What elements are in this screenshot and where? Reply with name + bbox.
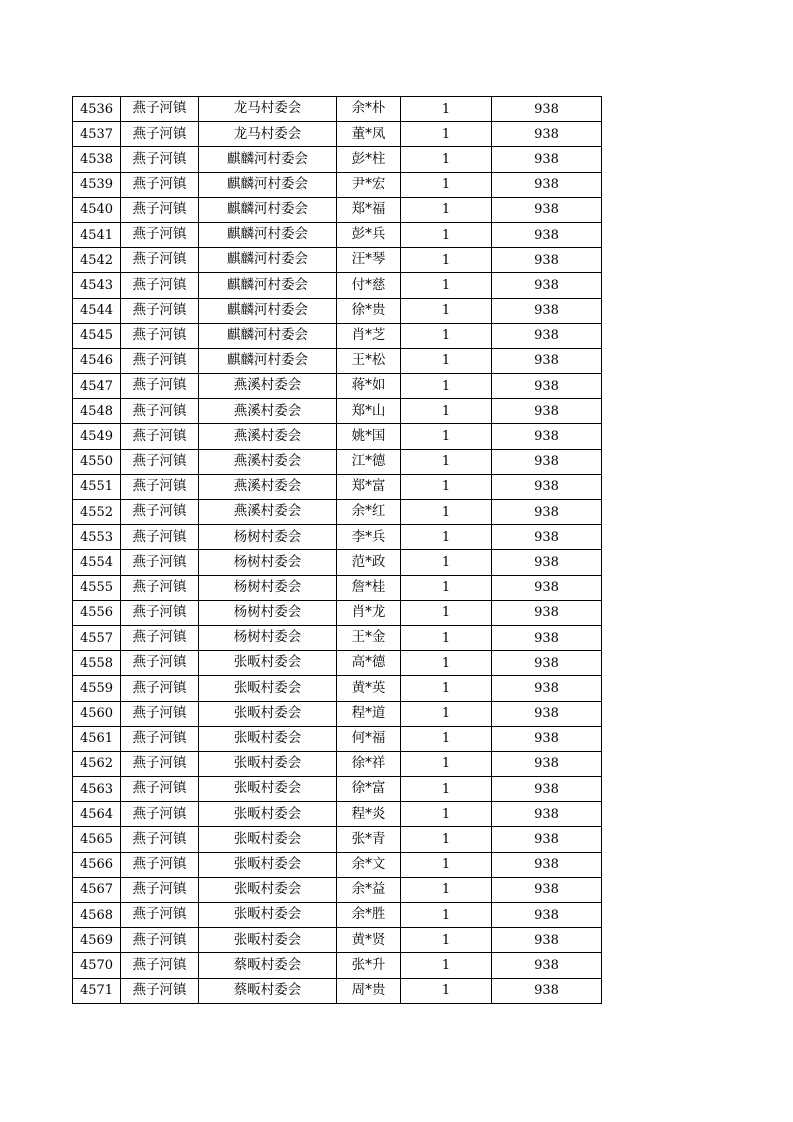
record-number-cell: 4546 (73, 348, 121, 373)
amount-cell: 938 (492, 197, 602, 222)
village-committee-cell: 燕溪村委会 (199, 424, 337, 449)
town-cell: 燕子河镇 (121, 978, 199, 1003)
record-number-cell: 4554 (73, 550, 121, 575)
amount-cell: 938 (492, 424, 602, 449)
table-row (73, 348, 602, 373)
town-cell: 燕子河镇 (121, 374, 199, 399)
record-number-cell: 4552 (73, 500, 121, 525)
town-cell: 燕子河镇 (121, 751, 199, 776)
village-committee-cell: 麒麟河村委会 (199, 147, 337, 172)
table-row (73, 248, 602, 273)
town-cell: 燕子河镇 (121, 500, 199, 525)
person-name-cell: 王*松 (337, 348, 401, 373)
table-row (73, 172, 602, 197)
village-committee-cell: 杨树村委会 (199, 550, 337, 575)
amount-cell: 938 (492, 500, 602, 525)
table-row (73, 500, 602, 525)
village-committee-cell: 麒麟河村委会 (199, 348, 337, 373)
person-name-cell: 范*政 (337, 550, 401, 575)
record-number-cell: 4550 (73, 449, 121, 474)
amount-cell: 938 (492, 525, 602, 550)
village-committee-cell: 杨树村委会 (199, 575, 337, 600)
table-row (73, 726, 602, 751)
amount-cell: 938 (492, 122, 602, 147)
record-number-cell: 4568 (73, 903, 121, 928)
record-number-cell: 4553 (73, 525, 121, 550)
table-row (73, 550, 602, 575)
town-cell: 燕子河镇 (121, 726, 199, 751)
person-name-cell: 徐*贵 (337, 298, 401, 323)
town-cell: 燕子河镇 (121, 575, 199, 600)
record-number-cell: 4555 (73, 575, 121, 600)
count-cell: 1 (401, 852, 492, 877)
amount-cell: 938 (492, 273, 602, 298)
record-number-cell: 4536 (73, 97, 121, 122)
village-committee-cell: 燕溪村委会 (199, 374, 337, 399)
table-row (73, 575, 602, 600)
table-row (73, 928, 602, 953)
record-number-cell: 4545 (73, 323, 121, 348)
town-cell: 燕子河镇 (121, 248, 199, 273)
amount-cell: 938 (492, 701, 602, 726)
amount-cell: 938 (492, 777, 602, 802)
record-number-cell: 4542 (73, 248, 121, 273)
person-name-cell: 王*金 (337, 625, 401, 650)
town-cell: 燕子河镇 (121, 525, 199, 550)
person-name-cell: 肖*龙 (337, 600, 401, 625)
table-row (73, 122, 602, 147)
amount-cell: 938 (492, 802, 602, 827)
count-cell: 1 (401, 802, 492, 827)
record-number-cell: 4559 (73, 676, 121, 701)
town-cell: 燕子河镇 (121, 273, 199, 298)
person-name-cell: 詹*桂 (337, 575, 401, 600)
town-cell: 燕子河镇 (121, 550, 199, 575)
amount-cell: 938 (492, 676, 602, 701)
records-body (73, 97, 602, 1004)
count-cell: 1 (401, 348, 492, 373)
person-name-cell: 何*福 (337, 726, 401, 751)
table-row (73, 197, 602, 222)
town-cell: 燕子河镇 (121, 877, 199, 902)
amount-cell: 938 (492, 374, 602, 399)
person-name-cell: 肖*芝 (337, 323, 401, 348)
amount-cell: 938 (492, 298, 602, 323)
table-row (73, 424, 602, 449)
records-table (72, 96, 602, 1004)
count-cell: 1 (401, 298, 492, 323)
person-name-cell: 彭*兵 (337, 222, 401, 247)
person-name-cell: 周*贵 (337, 978, 401, 1003)
table-row (73, 751, 602, 776)
record-number-cell: 4567 (73, 877, 121, 902)
record-number-cell: 4561 (73, 726, 121, 751)
record-number-cell: 4566 (73, 852, 121, 877)
amount-cell: 938 (492, 877, 602, 902)
amount-cell: 938 (492, 600, 602, 625)
table-row (73, 701, 602, 726)
town-cell: 燕子河镇 (121, 625, 199, 650)
village-committee-cell: 燕溪村委会 (199, 500, 337, 525)
table-row (73, 827, 602, 852)
count-cell: 1 (401, 600, 492, 625)
table-row (73, 273, 602, 298)
table-row (73, 323, 602, 348)
count-cell: 1 (401, 222, 492, 247)
town-cell: 燕子河镇 (121, 928, 199, 953)
person-name-cell: 汪*琴 (337, 248, 401, 273)
person-name-cell: 张*升 (337, 953, 401, 978)
count-cell: 1 (401, 827, 492, 852)
record-number-cell: 4560 (73, 701, 121, 726)
amount-cell: 938 (492, 97, 602, 122)
record-number-cell: 4537 (73, 122, 121, 147)
village-committee-cell: 麒麟河村委会 (199, 172, 337, 197)
amount-cell: 938 (492, 928, 602, 953)
count-cell: 1 (401, 197, 492, 222)
amount-cell: 938 (492, 751, 602, 776)
amount-cell: 938 (492, 827, 602, 852)
town-cell: 燕子河镇 (121, 852, 199, 877)
record-number-cell: 4565 (73, 827, 121, 852)
village-committee-cell: 燕溪村委会 (199, 399, 337, 424)
record-number-cell: 4563 (73, 777, 121, 802)
town-cell: 燕子河镇 (121, 298, 199, 323)
count-cell: 1 (401, 97, 492, 122)
village-committee-cell: 张畈村委会 (199, 651, 337, 676)
table-row (73, 222, 602, 247)
village-committee-cell: 蔡畈村委会 (199, 978, 337, 1003)
amount-cell: 938 (492, 651, 602, 676)
count-cell: 1 (401, 928, 492, 953)
count-cell: 1 (401, 726, 492, 751)
town-cell: 燕子河镇 (121, 953, 199, 978)
table-row (73, 802, 602, 827)
amount-cell: 938 (492, 550, 602, 575)
count-cell: 1 (401, 575, 492, 600)
record-number-cell: 4562 (73, 751, 121, 776)
town-cell: 燕子河镇 (121, 399, 199, 424)
record-number-cell: 4539 (73, 172, 121, 197)
person-name-cell: 余*文 (337, 852, 401, 877)
village-committee-cell: 张畈村委会 (199, 726, 337, 751)
person-name-cell: 郑*富 (337, 474, 401, 499)
count-cell: 1 (401, 449, 492, 474)
village-committee-cell: 张畈村委会 (199, 676, 337, 701)
count-cell: 1 (401, 877, 492, 902)
count-cell: 1 (401, 676, 492, 701)
count-cell: 1 (401, 625, 492, 650)
village-committee-cell: 张畈村委会 (199, 777, 337, 802)
village-committee-cell: 麒麟河村委会 (199, 222, 337, 247)
count-cell: 1 (401, 777, 492, 802)
town-cell: 燕子河镇 (121, 474, 199, 499)
person-name-cell: 黄*贤 (337, 928, 401, 953)
record-number-cell: 4569 (73, 928, 121, 953)
village-committee-cell: 蔡畈村委会 (199, 953, 337, 978)
village-committee-cell: 张畈村委会 (199, 852, 337, 877)
person-name-cell: 余*朴 (337, 97, 401, 122)
count-cell: 1 (401, 273, 492, 298)
town-cell: 燕子河镇 (121, 802, 199, 827)
count-cell: 1 (401, 500, 492, 525)
count-cell: 1 (401, 122, 492, 147)
town-cell: 燕子河镇 (121, 424, 199, 449)
person-name-cell: 彭*柱 (337, 147, 401, 172)
record-number-cell: 4543 (73, 273, 121, 298)
amount-cell: 938 (492, 222, 602, 247)
table-row (73, 953, 602, 978)
amount-cell: 938 (492, 147, 602, 172)
amount-cell: 938 (492, 852, 602, 877)
town-cell: 燕子河镇 (121, 197, 199, 222)
person-name-cell: 董*凤 (337, 122, 401, 147)
count-cell: 1 (401, 701, 492, 726)
person-name-cell: 江*德 (337, 449, 401, 474)
person-name-cell: 郑*山 (337, 399, 401, 424)
record-number-cell: 4549 (73, 424, 121, 449)
person-name-cell: 徐*富 (337, 777, 401, 802)
count-cell: 1 (401, 147, 492, 172)
record-number-cell: 4558 (73, 651, 121, 676)
count-cell: 1 (401, 651, 492, 676)
count-cell: 1 (401, 525, 492, 550)
town-cell: 燕子河镇 (121, 600, 199, 625)
town-cell: 燕子河镇 (121, 777, 199, 802)
table-row (73, 903, 602, 928)
person-name-cell: 黄*英 (337, 676, 401, 701)
count-cell: 1 (401, 953, 492, 978)
table-row (73, 147, 602, 172)
table-row (73, 676, 602, 701)
village-committee-cell: 杨树村委会 (199, 525, 337, 550)
amount-cell: 938 (492, 399, 602, 424)
village-committee-cell: 张畈村委会 (199, 928, 337, 953)
record-number-cell: 4538 (73, 147, 121, 172)
village-committee-cell: 麒麟河村委会 (199, 323, 337, 348)
person-name-cell: 李*兵 (337, 525, 401, 550)
amount-cell: 938 (492, 474, 602, 499)
town-cell: 燕子河镇 (121, 147, 199, 172)
village-committee-cell: 杨树村委会 (199, 625, 337, 650)
village-committee-cell: 张畈村委会 (199, 903, 337, 928)
person-name-cell: 付*慈 (337, 273, 401, 298)
table-row (73, 777, 602, 802)
record-number-cell: 4564 (73, 802, 121, 827)
person-name-cell: 尹*宏 (337, 172, 401, 197)
person-name-cell: 余*红 (337, 500, 401, 525)
town-cell: 燕子河镇 (121, 323, 199, 348)
person-name-cell: 高*德 (337, 651, 401, 676)
amount-cell: 938 (492, 248, 602, 273)
count-cell: 1 (401, 751, 492, 776)
table-row (73, 625, 602, 650)
count-cell: 1 (401, 903, 492, 928)
village-committee-cell: 麒麟河村委会 (199, 197, 337, 222)
amount-cell: 938 (492, 978, 602, 1003)
count-cell: 1 (401, 399, 492, 424)
town-cell: 燕子河镇 (121, 903, 199, 928)
record-number-cell: 4540 (73, 197, 121, 222)
town-cell: 燕子河镇 (121, 122, 199, 147)
amount-cell: 938 (492, 449, 602, 474)
amount-cell: 938 (492, 348, 602, 373)
table-row (73, 978, 602, 1003)
village-committee-cell: 张畈村委会 (199, 877, 337, 902)
amount-cell: 938 (492, 172, 602, 197)
amount-cell: 938 (492, 726, 602, 751)
village-committee-cell: 燕溪村委会 (199, 449, 337, 474)
table-row (73, 298, 602, 323)
person-name-cell: 张*青 (337, 827, 401, 852)
person-name-cell: 余*胜 (337, 903, 401, 928)
table-row (73, 651, 602, 676)
count-cell: 1 (401, 172, 492, 197)
town-cell: 燕子河镇 (121, 676, 199, 701)
table-row (73, 600, 602, 625)
person-name-cell: 蒋*如 (337, 374, 401, 399)
record-number-cell: 4547 (73, 374, 121, 399)
amount-cell: 938 (492, 953, 602, 978)
amount-cell: 938 (492, 323, 602, 348)
town-cell: 燕子河镇 (121, 222, 199, 247)
town-cell: 燕子河镇 (121, 449, 199, 474)
record-number-cell: 4551 (73, 474, 121, 499)
town-cell: 燕子河镇 (121, 97, 199, 122)
table-row (73, 474, 602, 499)
record-number-cell: 4541 (73, 222, 121, 247)
count-cell: 1 (401, 323, 492, 348)
count-cell: 1 (401, 248, 492, 273)
count-cell: 1 (401, 550, 492, 575)
record-number-cell: 4571 (73, 978, 121, 1003)
person-name-cell: 郑*福 (337, 197, 401, 222)
table-row (73, 97, 602, 122)
table-row (73, 877, 602, 902)
town-cell: 燕子河镇 (121, 651, 199, 676)
amount-cell: 938 (492, 903, 602, 928)
village-committee-cell: 张畈村委会 (199, 751, 337, 776)
village-committee-cell: 杨树村委会 (199, 600, 337, 625)
village-committee-cell: 龙马村委会 (199, 122, 337, 147)
record-number-cell: 4556 (73, 600, 121, 625)
village-committee-cell: 麒麟河村委会 (199, 273, 337, 298)
table-row (73, 399, 602, 424)
table-row (73, 449, 602, 474)
amount-cell: 938 (492, 575, 602, 600)
village-committee-cell: 麒麟河村委会 (199, 298, 337, 323)
town-cell: 燕子河镇 (121, 348, 199, 373)
table-row (73, 852, 602, 877)
town-cell: 燕子河镇 (121, 172, 199, 197)
record-number-cell: 4548 (73, 399, 121, 424)
village-committee-cell: 张畈村委会 (199, 802, 337, 827)
person-name-cell: 程*道 (337, 701, 401, 726)
town-cell: 燕子河镇 (121, 701, 199, 726)
village-committee-cell: 张畈村委会 (199, 827, 337, 852)
record-number-cell: 4570 (73, 953, 121, 978)
village-committee-cell: 龙马村委会 (199, 97, 337, 122)
person-name-cell: 徐*祥 (337, 751, 401, 776)
record-number-cell: 4544 (73, 298, 121, 323)
amount-cell: 938 (492, 625, 602, 650)
person-name-cell: 姚*国 (337, 424, 401, 449)
person-name-cell: 程*炎 (337, 802, 401, 827)
village-committee-cell: 燕溪村委会 (199, 474, 337, 499)
count-cell: 1 (401, 424, 492, 449)
table-row (73, 525, 602, 550)
village-committee-cell: 麒麟河村委会 (199, 248, 337, 273)
village-committee-cell: 张畈村委会 (199, 701, 337, 726)
count-cell: 1 (401, 374, 492, 399)
count-cell: 1 (401, 978, 492, 1003)
person-name-cell: 余*益 (337, 877, 401, 902)
count-cell: 1 (401, 474, 492, 499)
town-cell: 燕子河镇 (121, 827, 199, 852)
record-number-cell: 4557 (73, 625, 121, 650)
table-row (73, 374, 602, 399)
